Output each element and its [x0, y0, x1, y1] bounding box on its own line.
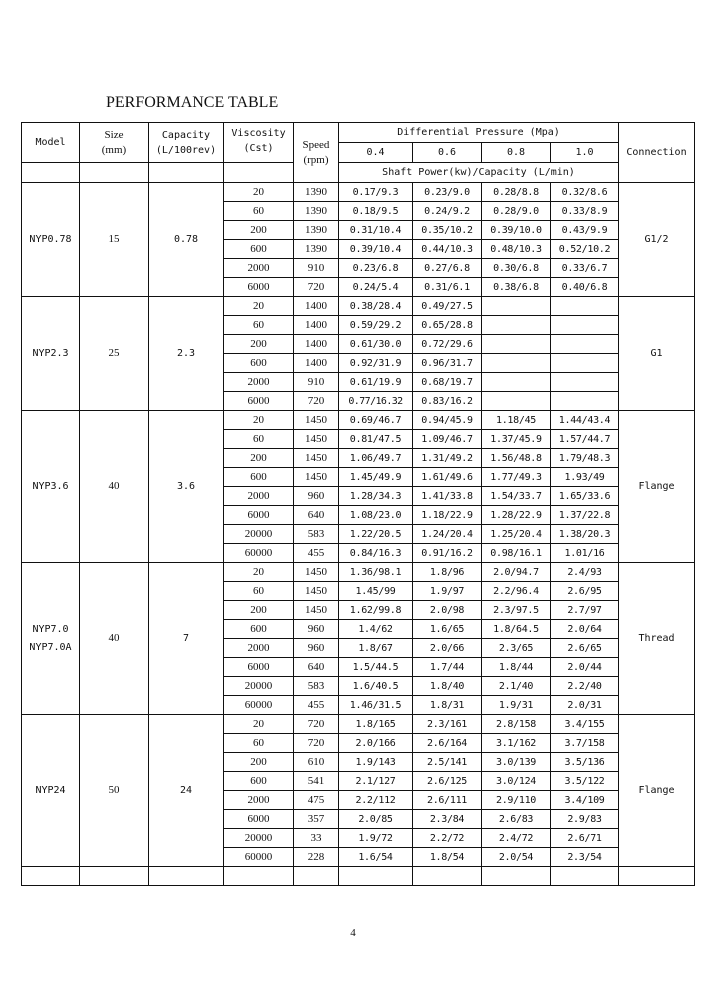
empty-cell — [413, 867, 482, 886]
value-cell-1.0: 1.93/49 — [551, 468, 619, 487]
speed-cell: 720 — [294, 392, 339, 411]
value-cell-0.8: 1.18/45 — [482, 411, 551, 430]
viscosity-cell: 2000 — [224, 487, 294, 506]
value-cell-0.8: 1.56/48.8 — [482, 449, 551, 468]
value-cell-0.6: 1.7/44 — [413, 658, 482, 677]
value-cell-0.6: 2.3/161 — [413, 715, 482, 734]
speed-cell: 1400 — [294, 335, 339, 354]
value-cell-0.6: 2.5/141 — [413, 753, 482, 772]
empty-cell — [149, 867, 224, 886]
value-cell-1.0 — [551, 373, 619, 392]
table-row — [22, 563, 695, 582]
value-cell-0.8 — [482, 373, 551, 392]
value-cell-0.4: 1.8/165 — [339, 715, 413, 734]
empty-cell — [80, 867, 149, 886]
speed-cell: 1390 — [294, 202, 339, 221]
header-capacity-label: Capacity — [161, 129, 211, 141]
value-cell-0.4: 0.84/16.3 — [339, 544, 413, 563]
value-cell-0.6: 2.6/164 — [413, 734, 482, 753]
value-cell-0.4: 0.61/19.9 — [339, 373, 413, 392]
page-number: 4 — [350, 927, 356, 939]
value-cell-0.8: 0.39/10.0 — [482, 221, 551, 240]
value-cell-0.4: 1.36/98.1 — [339, 563, 413, 582]
viscosity-cell: 600 — [224, 468, 294, 487]
value-cell-0.6: 1.09/46.7 — [413, 430, 482, 449]
viscosity-cell: 20 — [224, 411, 294, 430]
header-spacer — [80, 163, 149, 183]
model-name: NYP0.78 — [29, 233, 72, 245]
header-pressure-0.4: 0.4 — [339, 143, 413, 163]
header-viscosity — [224, 123, 294, 163]
value-cell-0.6: 1.6/65 — [413, 620, 482, 639]
speed-cell: 1400 — [294, 354, 339, 373]
viscosity-cell: 2000 — [224, 259, 294, 278]
header-pressure-0.8: 0.8 — [482, 143, 551, 163]
value-cell-0.4: 2.2/112 — [339, 791, 413, 810]
value-cell-0.8 — [482, 392, 551, 411]
value-cell-0.8: 2.8/158 — [482, 715, 551, 734]
header-capacity — [149, 123, 224, 163]
header-speed-label: Speed — [302, 138, 330, 151]
speed-cell: 1390 — [294, 183, 339, 202]
value-cell-1.0: 3.4/109 — [551, 791, 619, 810]
value-cell-0.8: 3.0/139 — [482, 753, 551, 772]
viscosity-cell: 200 — [224, 753, 294, 772]
viscosity-cell: 20000 — [224, 525, 294, 544]
connection-cell: Thread — [619, 563, 695, 715]
value-cell-1.0: 1.57/44.7 — [551, 430, 619, 449]
value-cell-1.0: 2.6/65 — [551, 639, 619, 658]
empty-cell — [482, 867, 551, 886]
value-cell-0.6: 0.31/6.1 — [413, 278, 482, 297]
viscosity-cell: 20 — [224, 297, 294, 316]
value-cell-0.6: 2.6/111 — [413, 791, 482, 810]
value-cell-1.0: 0.43/9.9 — [551, 221, 619, 240]
speed-cell: 910 — [294, 373, 339, 392]
value-cell-0.4: 0.31/10.4 — [339, 221, 413, 240]
value-cell-1.0: 2.0/31 — [551, 696, 619, 715]
value-cell-1.0: 2.3/54 — [551, 848, 619, 867]
viscosity-cell: 60 — [224, 430, 294, 449]
empty-cell — [551, 867, 619, 886]
value-cell-1.0: 1.44/43.4 — [551, 411, 619, 430]
value-cell-1.0: 3.5/122 — [551, 772, 619, 791]
value-cell-0.4: 0.17/9.3 — [339, 183, 413, 202]
empty-cell — [339, 867, 413, 886]
header-spacer — [224, 163, 294, 183]
viscosity-cell: 600 — [224, 620, 294, 639]
value-cell-0.8: 1.8/44 — [482, 658, 551, 677]
value-cell-1.0: 0.33/8.9 — [551, 202, 619, 221]
table-row — [22, 297, 695, 316]
speed-cell: 910 — [294, 259, 339, 278]
speed-cell: 720 — [294, 278, 339, 297]
value-cell-0.6: 1.8/40 — [413, 677, 482, 696]
value-cell-0.6: 0.24/9.2 — [413, 202, 482, 221]
speed-cell: 1450 — [294, 601, 339, 620]
value-cell-0.6: 2.6/125 — [413, 772, 482, 791]
value-cell-0.6: 0.23/9.0 — [413, 183, 482, 202]
viscosity-cell: 60 — [224, 316, 294, 335]
value-cell-0.6: 0.27/6.8 — [413, 259, 482, 278]
empty-cell — [294, 867, 339, 886]
value-cell-0.6: 1.31/49.2 — [413, 449, 482, 468]
value-cell-0.4: 0.61/30.0 — [339, 335, 413, 354]
speed-cell: 960 — [294, 487, 339, 506]
value-cell-0.6: 1.61/49.6 — [413, 468, 482, 487]
value-cell-0.8: 3.1/162 — [482, 734, 551, 753]
speed-cell: 1450 — [294, 582, 339, 601]
viscosity-cell: 60000 — [224, 848, 294, 867]
viscosity-cell: 20000 — [224, 829, 294, 848]
value-cell-0.4: 0.69/46.7 — [339, 411, 413, 430]
value-cell-0.4: 0.77/16.32 — [339, 392, 413, 411]
header-size-label: Size — [104, 128, 124, 141]
model-name: NYP2.3 — [32, 347, 69, 359]
value-cell-0.4: 1.9/143 — [339, 753, 413, 772]
header-pressure-0.6: 0.6 — [413, 143, 482, 163]
viscosity-cell: 6000 — [224, 506, 294, 525]
value-cell-0.4: 0.59/29.2 — [339, 316, 413, 335]
value-cell-0.6: 0.72/29.6 — [413, 335, 482, 354]
model-name: NYP7.0 — [32, 623, 69, 635]
value-cell-0.4: 1.8/67 — [339, 639, 413, 658]
value-cell-0.6: 1.8/54 — [413, 848, 482, 867]
speed-cell: 1400 — [294, 297, 339, 316]
value-cell-0.6: 1.41/33.8 — [413, 487, 482, 506]
speed-cell: 33 — [294, 829, 339, 848]
value-cell-0.4: 1.06/49.7 — [339, 449, 413, 468]
empty-cell — [22, 867, 80, 886]
value-cell-0.4: 1.46/31.5 — [339, 696, 413, 715]
value-cell-1.0: 2.7/97 — [551, 601, 619, 620]
value-cell-0.8 — [482, 316, 551, 335]
value-cell-1.0: 3.5/136 — [551, 753, 619, 772]
capacity-cell: 7 — [149, 563, 224, 715]
value-cell-0.8: 2.6/83 — [482, 810, 551, 829]
speed-cell: 455 — [294, 696, 339, 715]
value-cell-1.0: 1.38/20.3 — [551, 525, 619, 544]
viscosity-cell: 20 — [224, 183, 294, 202]
viscosity-cell: 60000 — [224, 544, 294, 563]
speed-cell: 640 — [294, 506, 339, 525]
value-cell-1.0 — [551, 316, 619, 335]
viscosity-cell: 200 — [224, 221, 294, 240]
value-cell-0.8: 2.0/94.7 — [482, 563, 551, 582]
viscosity-cell: 6000 — [224, 810, 294, 829]
value-cell-0.8: 1.54/33.7 — [482, 487, 551, 506]
value-cell-0.6: 2.3/84 — [413, 810, 482, 829]
capacity-cell: 3.6 — [149, 411, 224, 563]
value-cell-1.0: 1.01/16 — [551, 544, 619, 563]
speed-cell: 1450 — [294, 468, 339, 487]
speed-cell: 228 — [294, 848, 339, 867]
value-cell-0.4: 1.08/23.0 — [339, 506, 413, 525]
value-cell-0.4: 0.39/10.4 — [339, 240, 413, 259]
viscosity-cell: 2000 — [224, 373, 294, 392]
value-cell-1.0: 1.79/48.3 — [551, 449, 619, 468]
value-cell-0.8 — [482, 354, 551, 373]
value-cell-0.4: 2.0/85 — [339, 810, 413, 829]
header-connection: Connection — [619, 123, 695, 183]
speed-cell: 720 — [294, 715, 339, 734]
connection-cell: G1 — [619, 297, 695, 411]
model-name: NYP24 — [35, 784, 66, 796]
value-cell-1.0 — [551, 297, 619, 316]
value-cell-0.4: 1.45/99 — [339, 582, 413, 601]
value-cell-0.8: 2.3/65 — [482, 639, 551, 658]
viscosity-cell: 2000 — [224, 639, 294, 658]
size-cell: 15 — [80, 183, 149, 297]
speed-cell: 1450 — [294, 411, 339, 430]
value-cell-1.0: 2.0/44 — [551, 658, 619, 677]
capacity-cell: 0.78 — [149, 183, 224, 297]
header-model: Model — [22, 123, 80, 163]
value-cell-0.6: 2.2/72 — [413, 829, 482, 848]
viscosity-cell: 2000 — [224, 791, 294, 810]
viscosity-cell: 20 — [224, 715, 294, 734]
value-cell-0.8: 0.28/8.8 — [482, 183, 551, 202]
empty-cell — [619, 867, 695, 886]
value-cell-0.6: 1.18/22.9 — [413, 506, 482, 525]
table-row — [22, 715, 695, 734]
empty-row — [22, 867, 695, 886]
value-cell-1.0: 2.6/71 — [551, 829, 619, 848]
connection-cell: Flange — [619, 715, 695, 867]
value-cell-0.4: 0.81/47.5 — [339, 430, 413, 449]
value-cell-0.6: 0.91/16.2 — [413, 544, 482, 563]
value-cell-0.4: 1.4/62 — [339, 620, 413, 639]
viscosity-cell: 6000 — [224, 658, 294, 677]
value-cell-1.0: 1.37/22.8 — [551, 506, 619, 525]
value-cell-0.8: 2.2/96.4 — [482, 582, 551, 601]
value-cell-1.0: 3.7/158 — [551, 734, 619, 753]
speed-cell: 541 — [294, 772, 339, 791]
speed-cell: 455 — [294, 544, 339, 563]
value-cell-1.0: 0.40/6.8 — [551, 278, 619, 297]
value-cell-0.6: 1.8/31 — [413, 696, 482, 715]
model-cell — [22, 563, 80, 715]
viscosity-cell: 60000 — [224, 696, 294, 715]
value-cell-0.8: 2.3/97.5 — [482, 601, 551, 620]
value-cell-0.8: 1.9/31 — [482, 696, 551, 715]
value-cell-0.6: 1.9/97 — [413, 582, 482, 601]
value-cell-0.8 — [482, 335, 551, 354]
value-cell-0.4: 2.0/166 — [339, 734, 413, 753]
size-cell: 50 — [80, 715, 149, 867]
value-cell-0.8: 0.48/10.3 — [482, 240, 551, 259]
value-cell-0.4: 1.28/34.3 — [339, 487, 413, 506]
value-cell-1.0: 2.9/83 — [551, 810, 619, 829]
connection-cell: Flange — [619, 411, 695, 563]
speed-cell: 960 — [294, 639, 339, 658]
value-cell-0.8: 0.30/6.8 — [482, 259, 551, 278]
speed-cell: 357 — [294, 810, 339, 829]
value-cell-0.8: 1.8/64.5 — [482, 620, 551, 639]
size-cell: 25 — [80, 297, 149, 411]
viscosity-cell: 200 — [224, 449, 294, 468]
value-cell-0.8: 0.28/9.0 — [482, 202, 551, 221]
table-body — [22, 183, 695, 886]
value-cell-0.8: 0.38/6.8 — [482, 278, 551, 297]
viscosity-cell: 200 — [224, 335, 294, 354]
value-cell-0.4: 1.5/44.5 — [339, 658, 413, 677]
speed-cell: 1450 — [294, 430, 339, 449]
page-title: PERFORMANCE TABLE — [106, 94, 279, 111]
value-cell-1.0 — [551, 392, 619, 411]
header-capacity-unit: (L/100rev) — [155, 144, 217, 156]
model-name: NYP3.6 — [32, 480, 69, 492]
viscosity-cell: 60 — [224, 734, 294, 753]
value-cell-0.4: 1.6/40.5 — [339, 677, 413, 696]
value-cell-0.8: 2.0/54 — [482, 848, 551, 867]
value-cell-0.6: 1.24/20.4 — [413, 525, 482, 544]
value-cell-0.4: 1.62/99.8 — [339, 601, 413, 620]
header-size-unit: (mm) — [101, 143, 127, 156]
value-cell-0.4: 1.9/72 — [339, 829, 413, 848]
size-cell: 40 — [80, 411, 149, 563]
value-cell-0.4: 1.22/20.5 — [339, 525, 413, 544]
header-differential-pressure: Differential Pressure (Mpa) — [339, 123, 619, 143]
value-cell-0.6: 0.94/45.9 — [413, 411, 482, 430]
table-row — [22, 411, 695, 430]
value-cell-0.4: 0.23/6.8 — [339, 259, 413, 278]
value-cell-1.0: 2.2/40 — [551, 677, 619, 696]
value-cell-0.6: 1.8/96 — [413, 563, 482, 582]
speed-cell: 1390 — [294, 221, 339, 240]
header-shaft-power: Shaft Power(kw)/Capacity (L/min) — [339, 163, 619, 183]
value-cell-1.0 — [551, 354, 619, 373]
value-cell-0.4: 0.18/9.5 — [339, 202, 413, 221]
capacity-cell: 2.3 — [149, 297, 224, 411]
speed-cell: 1450 — [294, 563, 339, 582]
value-cell-1.0: 2.0/64 — [551, 620, 619, 639]
value-cell-0.8: 3.0/124 — [482, 772, 551, 791]
value-cell-1.0: 2.4/93 — [551, 563, 619, 582]
value-cell-0.4: 2.1/127 — [339, 772, 413, 791]
speed-cell: 1450 — [294, 449, 339, 468]
value-cell-0.6: 0.65/28.8 — [413, 316, 482, 335]
performance-table — [21, 122, 695, 886]
speed-cell: 475 — [294, 791, 339, 810]
value-cell-0.8: 1.77/49.3 — [482, 468, 551, 487]
speed-cell: 583 — [294, 525, 339, 544]
viscosity-cell: 600 — [224, 240, 294, 259]
viscosity-cell: 60 — [224, 582, 294, 601]
value-cell-0.6: 2.0/66 — [413, 639, 482, 658]
model-cell — [22, 715, 80, 867]
header-spacer — [22, 163, 80, 183]
viscosity-cell: 6000 — [224, 278, 294, 297]
value-cell-0.8: 2.4/72 — [482, 829, 551, 848]
capacity-cell: 24 — [149, 715, 224, 867]
header-size — [80, 123, 149, 163]
viscosity-cell: 600 — [224, 354, 294, 373]
value-cell-0.4: 0.38/28.4 — [339, 297, 413, 316]
empty-cell — [224, 867, 294, 886]
model-cell — [22, 183, 80, 297]
speed-cell: 1390 — [294, 240, 339, 259]
header-spacer — [149, 163, 224, 183]
value-cell-1.0: 1.65/33.6 — [551, 487, 619, 506]
speed-cell: 1400 — [294, 316, 339, 335]
viscosity-cell: 600 — [224, 772, 294, 791]
speed-cell: 640 — [294, 658, 339, 677]
value-cell-0.6: 0.35/10.2 — [413, 221, 482, 240]
value-cell-0.8: 1.25/20.4 — [482, 525, 551, 544]
connection-cell: G1/2 — [619, 183, 695, 297]
value-cell-0.8: 0.98/16.1 — [482, 544, 551, 563]
table-row — [22, 183, 695, 202]
model-cell — [22, 297, 80, 411]
speed-cell: 583 — [294, 677, 339, 696]
header-viscosity-unit: (Cst) — [243, 143, 274, 154]
value-cell-1.0: 0.33/6.7 — [551, 259, 619, 278]
value-cell-0.8: 1.28/22.9 — [482, 506, 551, 525]
value-cell-0.6: 2.0/98 — [413, 601, 482, 620]
value-cell-0.8: 2.9/110 — [482, 791, 551, 810]
value-cell-0.6: 0.83/16.2 — [413, 392, 482, 411]
value-cell-0.4: 0.24/5.4 — [339, 278, 413, 297]
value-cell-1.0: 0.52/10.2 — [551, 240, 619, 259]
value-cell-0.6: 0.68/19.7 — [413, 373, 482, 392]
header-speed — [294, 123, 339, 183]
value-cell-0.8 — [482, 297, 551, 316]
speed-cell: 960 — [294, 620, 339, 639]
value-cell-0.4: 1.6/54 — [339, 848, 413, 867]
value-cell-1.0 — [551, 335, 619, 354]
speed-cell: 720 — [294, 734, 339, 753]
viscosity-cell: 20 — [224, 563, 294, 582]
header-viscosity-label: Viscosity — [231, 128, 286, 139]
value-cell-1.0: 3.4/155 — [551, 715, 619, 734]
viscosity-cell: 6000 — [224, 392, 294, 411]
value-cell-1.0: 0.32/8.6 — [551, 183, 619, 202]
value-cell-0.6: 0.44/10.3 — [413, 240, 482, 259]
header-speed-unit: (rpm) — [303, 153, 329, 166]
value-cell-0.4: 1.45/49.9 — [339, 468, 413, 487]
header-pressure-1.0: 1.0 — [551, 143, 619, 163]
value-cell-0.8: 1.37/45.9 — [482, 430, 551, 449]
size-cell: 40 — [80, 563, 149, 715]
viscosity-cell: 60 — [224, 202, 294, 221]
speed-cell: 610 — [294, 753, 339, 772]
value-cell-0.6: 0.96/31.7 — [413, 354, 482, 373]
value-cell-0.6: 0.49/27.5 — [413, 297, 482, 316]
value-cell-1.0: 2.6/95 — [551, 582, 619, 601]
viscosity-cell: 20000 — [224, 677, 294, 696]
model-cell — [22, 411, 80, 563]
value-cell-0.4: 0.92/31.9 — [339, 354, 413, 373]
viscosity-cell: 200 — [224, 601, 294, 620]
value-cell-0.8: 2.1/40 — [482, 677, 551, 696]
model-name: NYP7.0A — [29, 641, 72, 653]
